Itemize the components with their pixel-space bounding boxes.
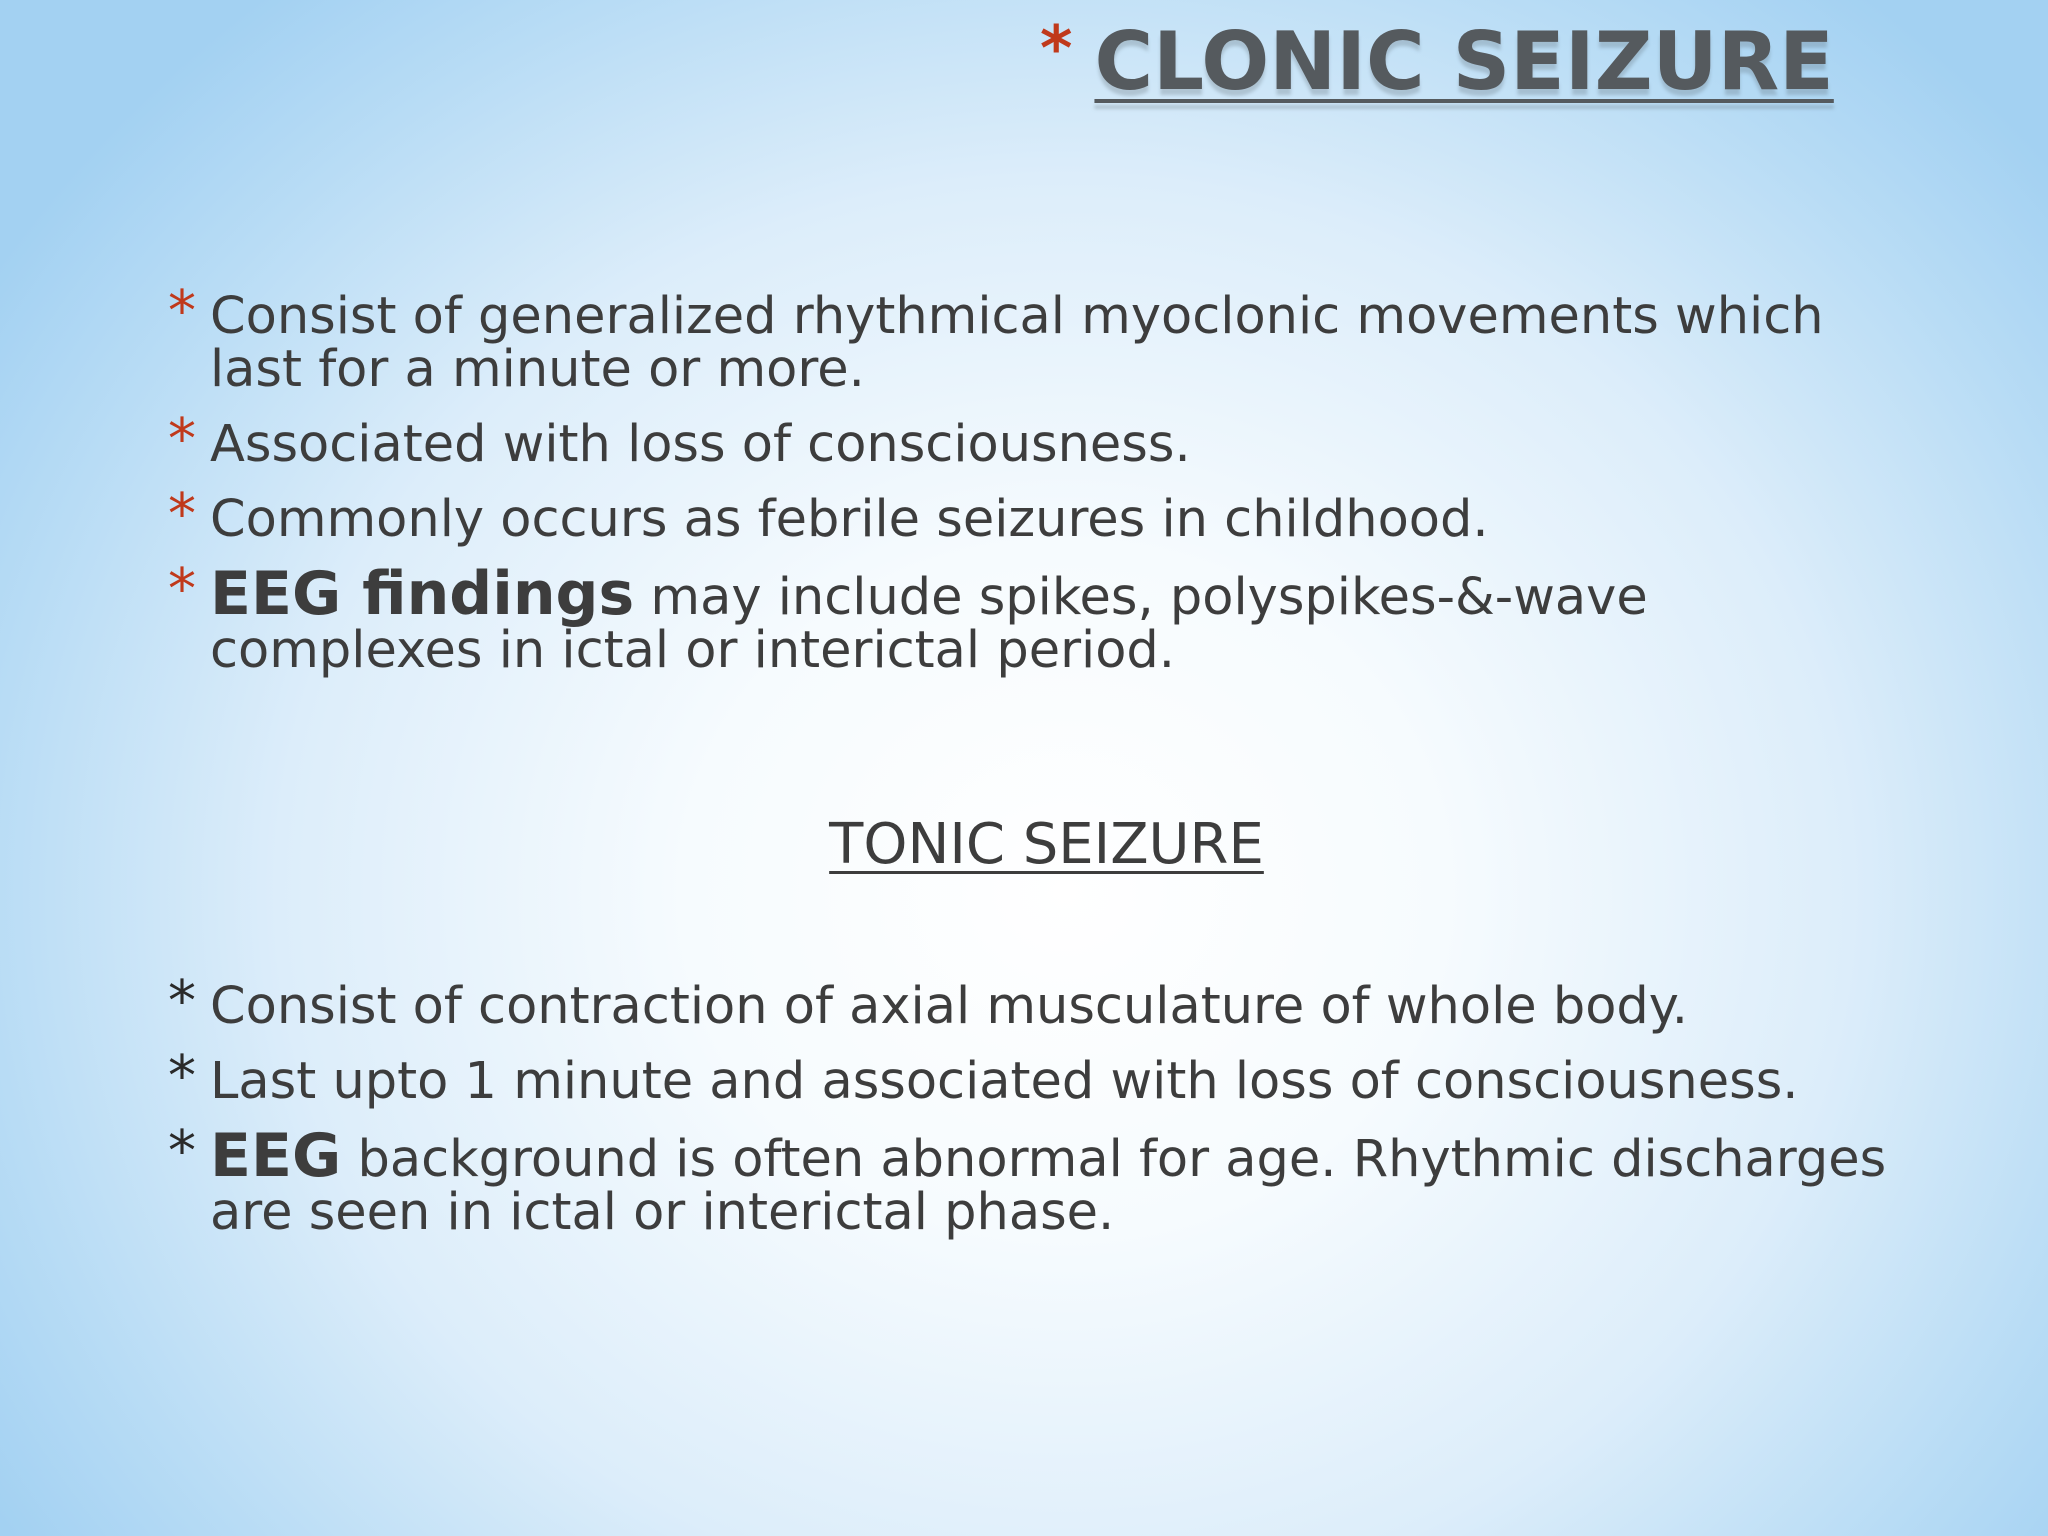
list-item bbox=[168, 1044, 1928, 1111]
bullet-icon: * bbox=[168, 407, 196, 472]
item-text: Last upto 1 minute and associated with loss of consciousness. bbox=[210, 1052, 1799, 1111]
title-text: CLONIC SEIZURE bbox=[1094, 15, 1834, 108]
title-bullet-icon: * bbox=[1040, 12, 1073, 85]
clonic-bullet-list bbox=[168, 279, 1928, 699]
bullet-icon: * bbox=[168, 969, 196, 1034]
item-text: Consist of generalized rhythmical myoclonic movements which last for a minute or more. bbox=[210, 287, 1824, 399]
tonic-heading bbox=[0, 812, 2048, 877]
list-item bbox=[168, 482, 1928, 549]
bullet-icon: * bbox=[168, 279, 196, 344]
item-text: Commonly occurs as febrile seizures in childhood. bbox=[210, 490, 1489, 549]
bullet-icon: * bbox=[168, 1044, 196, 1109]
slide-title bbox=[1040, 12, 1834, 108]
item-text: Consist of contraction of axial musculature of whole body. bbox=[210, 977, 1688, 1036]
bullet-icon: * bbox=[168, 557, 196, 622]
list-item bbox=[168, 557, 1928, 680]
list-item bbox=[168, 1119, 1928, 1242]
list-item bbox=[168, 279, 1928, 399]
item-strong-text: EEG findings bbox=[210, 559, 635, 629]
tonic-heading-text: TONIC SEIZURE bbox=[829, 812, 1264, 877]
item-text: background is often abnormal for age. Rhythmic discharges are seen in ictal or interictal phase. bbox=[210, 1130, 1887, 1242]
list-item bbox=[168, 969, 1928, 1036]
item-strong-text: EEG bbox=[210, 1121, 342, 1191]
bullet-icon: * bbox=[168, 1119, 196, 1184]
tonic-bullet-list bbox=[168, 969, 1928, 1261]
item-text: may include spikes, polyspikes-&-wave complexes in ictal or interictal period. bbox=[210, 568, 1648, 680]
list-item bbox=[168, 407, 1928, 474]
item-text: Associated with loss of consciousness. bbox=[210, 415, 1191, 474]
bullet-icon: * bbox=[168, 482, 196, 547]
